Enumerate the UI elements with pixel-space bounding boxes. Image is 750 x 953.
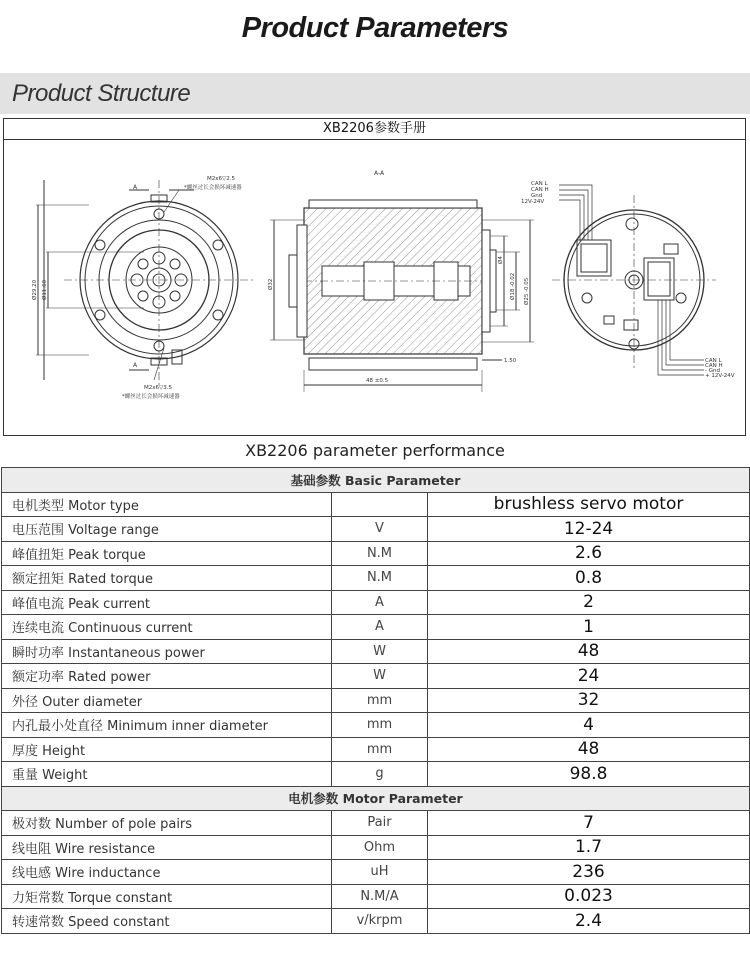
- table-row: [2, 762, 750, 787]
- table-row: [2, 639, 750, 664]
- table-row: [2, 492, 750, 517]
- param-value: 0.023: [428, 884, 750, 909]
- performance-title: XB2206 parameter performance: [245, 441, 505, 460]
- table-row: [2, 884, 750, 909]
- label-conn-top-4: 12V-24V: [521, 199, 545, 205]
- label-screw-top-1: M2x6▽2.5: [207, 176, 235, 182]
- motor-parameter-header: [2, 786, 750, 811]
- label-a-bottom: A: [133, 362, 138, 369]
- label-dim-d18: Ø18 -0.02: [510, 272, 516, 300]
- parameter-table-body: [2, 468, 750, 934]
- section-view: [270, 200, 534, 392]
- param-value: 1: [428, 615, 750, 640]
- table-row: [2, 835, 750, 860]
- param-unit: W: [332, 639, 428, 664]
- label-dim-48: 48 ±0.5: [366, 378, 389, 384]
- table-row: [2, 541, 750, 566]
- param-unit: A: [332, 615, 428, 640]
- param-name: 额定扭矩 Rated torque: [2, 566, 332, 591]
- label-dim-d11: Ø11.60: [42, 279, 48, 300]
- label-conn-top-3: Gnd: [531, 193, 543, 199]
- param-name: 电机类型 Motor type: [2, 492, 332, 517]
- section-title: Product Structure: [12, 80, 191, 107]
- basic-parameter-header-label: 基础参数 Basic Parameter: [2, 468, 750, 493]
- technical-drawing: [3, 118, 746, 436]
- param-name: 峰值电流 Peak current: [2, 590, 332, 615]
- param-value: 236: [428, 860, 750, 885]
- param-value: 4: [428, 713, 750, 738]
- table-row: [2, 860, 750, 885]
- front-view: [36, 180, 254, 385]
- connector-labels-top: [521, 181, 549, 205]
- label-dim-d25: Ø25 -0.05: [524, 277, 530, 305]
- param-unit: uH: [332, 860, 428, 885]
- param-unit: [332, 492, 428, 517]
- label-conn-bottom-1: CAN L: [705, 358, 722, 364]
- label-dim-d29: Ø29.20: [32, 279, 38, 300]
- param-unit: g: [332, 762, 428, 787]
- page-title: Product Parameters: [241, 12, 509, 44]
- connector-labels-bottom: [705, 358, 735, 379]
- param-unit: Ohm: [332, 835, 428, 860]
- param-unit: mm: [332, 737, 428, 762]
- param-unit: V: [332, 517, 428, 542]
- label-conn-top-2: CAN H: [531, 187, 549, 193]
- param-name: 电压范围 Voltage range: [2, 517, 332, 542]
- label-a-top: A: [133, 184, 138, 191]
- label-conn-bottom-2: CAN H: [705, 363, 723, 369]
- param-value: 7: [428, 811, 750, 836]
- param-unit: N.M: [332, 566, 428, 591]
- param-unit: W: [332, 664, 428, 689]
- param-name: 额定功率 Rated power: [2, 664, 332, 689]
- param-value: 2.4: [428, 909, 750, 934]
- label-dim-150: 1.50: [504, 358, 517, 364]
- param-value: 48: [428, 639, 750, 664]
- label-dim-d32: Ø32: [268, 278, 274, 290]
- param-unit: A: [332, 590, 428, 615]
- label-conn-top-1: CAN L: [531, 181, 548, 187]
- param-value: 32: [428, 688, 750, 713]
- param-value: 0.8: [428, 566, 750, 591]
- table-row: [2, 688, 750, 713]
- table-row: [2, 664, 750, 689]
- param-value: 12-24: [428, 517, 750, 542]
- param-name: 厚度 Height: [2, 737, 332, 762]
- basic-parameter-header: [2, 468, 750, 493]
- param-name: 连续电流 Continuous current: [2, 615, 332, 640]
- param-name: 外径 Outer diameter: [2, 688, 332, 713]
- label-dim-d4: Ø4: [498, 256, 504, 264]
- rear-view: [552, 185, 716, 375]
- param-value: 48: [428, 737, 750, 762]
- param-value: brushless servo motor: [428, 492, 750, 517]
- param-name: 力矩常数 Torque constant: [2, 884, 332, 909]
- param-name: 内孔最小处直径 Minimum inner diameter: [2, 713, 332, 738]
- param-value: 2.6: [428, 541, 750, 566]
- param-unit: N.M/A: [332, 884, 428, 909]
- param-name: 瞬时功率 Instantaneous power: [2, 639, 332, 664]
- table-row: [2, 590, 750, 615]
- label-section-mark: A-A: [374, 170, 385, 177]
- param-unit: mm: [332, 688, 428, 713]
- label-screw-bottom-1: M2x6▽3.5: [144, 385, 172, 391]
- label-screw-bottom-2: *螺丝过长会损坏减速器: [122, 394, 180, 400]
- param-name: 转速常数 Speed constant: [2, 909, 332, 934]
- param-unit: Pair: [332, 811, 428, 836]
- table-row: [2, 713, 750, 738]
- table-row: [2, 909, 750, 934]
- label-conn-bottom-4: + 12V-24V: [705, 373, 735, 379]
- param-value: 24: [428, 664, 750, 689]
- section-band: [0, 73, 750, 114]
- param-value: 1.7: [428, 835, 750, 860]
- param-name: 重量 Weight: [2, 762, 332, 787]
- label-conn-bottom-3: - Gnd: [705, 368, 720, 374]
- parameter-table: [1, 467, 750, 934]
- motor-parameter-header-label: 电机参数 Motor Parameter: [2, 786, 750, 811]
- param-unit: mm: [332, 713, 428, 738]
- param-name: 线电感 Wire inductance: [2, 860, 332, 885]
- table-row: [2, 811, 750, 836]
- table-row: [2, 517, 750, 542]
- param-name: 峰值扭矩 Peak torque: [2, 541, 332, 566]
- param-value: 2: [428, 590, 750, 615]
- drawing-canvas: [4, 140, 745, 435]
- table-row: [2, 737, 750, 762]
- label-screw-top-2: *螺丝过长会损坏减速器: [184, 185, 242, 191]
- param-name: 线电阻 Wire resistance: [2, 835, 332, 860]
- param-value: 98.8: [428, 762, 750, 787]
- param-unit: N.M: [332, 541, 428, 566]
- table-row: [2, 615, 750, 640]
- param-unit: v/krpm: [332, 909, 428, 934]
- table-row: [2, 566, 750, 591]
- param-name: 极对数 Number of pole pairs: [2, 811, 332, 836]
- drawing-title: XB2206参数手册: [4, 119, 745, 140]
